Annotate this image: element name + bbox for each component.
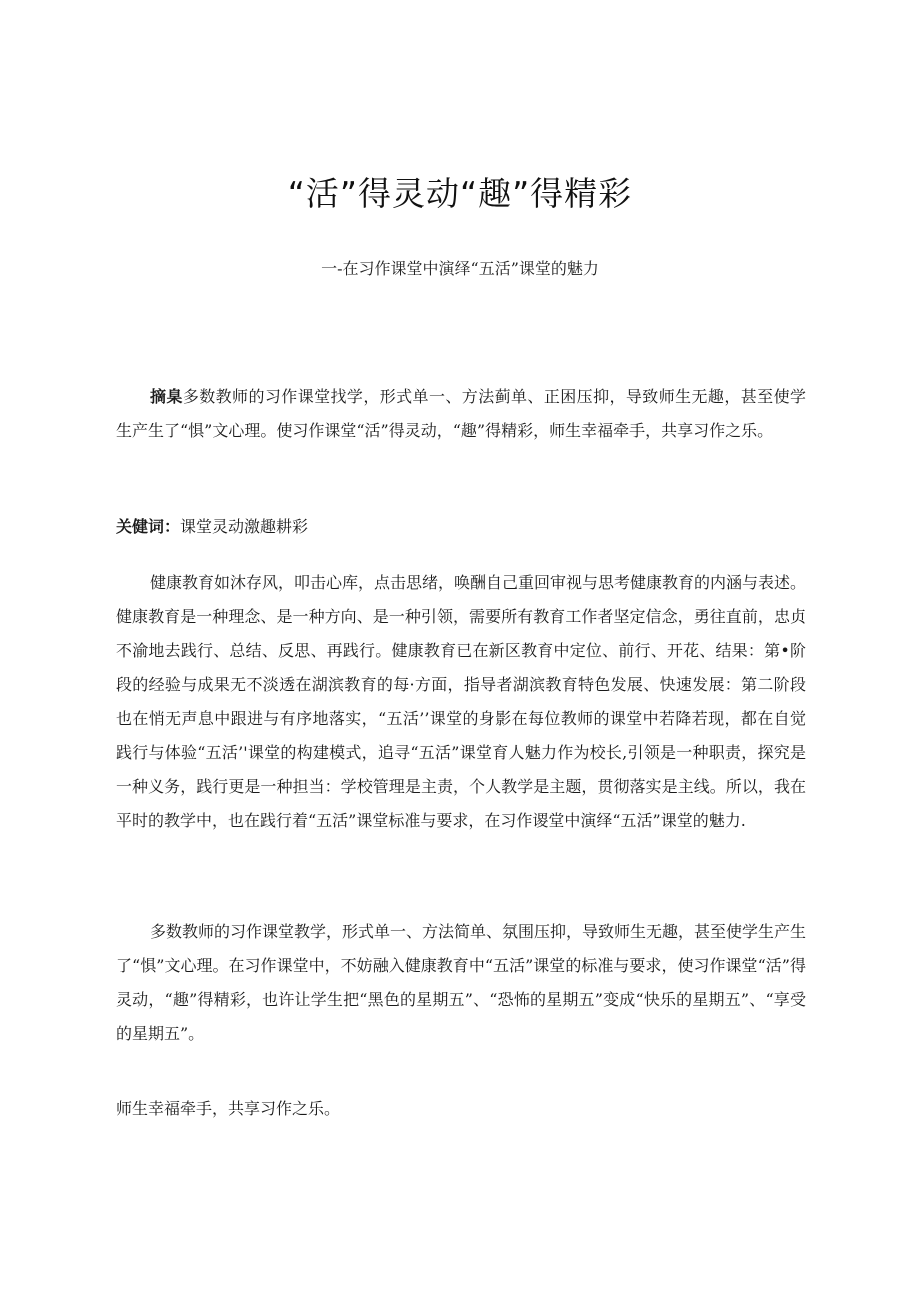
body-paragraph: 多数教师的习作课堂教学，形式单一、方法简单、氛围压抑，导致师生无趣，甚至使学生产生了“惧”文心理。在习作课堂中，不妨融入健康教育中“五活”课堂的标准与要求，使习作课堂“活”得灵动，“趣”得精彩，也许让学生把“黑色的星期五”、“恐怖的星期五”变成“快乐的星期五”、“享受的星期五”。 — [116, 922, 807, 1043]
body-paragraph: 健康教育如沐存风，叩击心库，点击思绪，唤酬自己重回审视与思考健康教育的内涵与表述。健康教育是一种理念、是一种方向、是一种引领，需要所有教育工作者坚定信念，勇往直前，忠贞不渝地去践行、总结、反思、再践行。健康教育已在新区教育中定位、前行、开花、结果：第•阶段的经验与成果无不淡透在湖滨教育的每·方面，指导者湖滨教育特色发展、快速发展：第二阶段也在悄无声息中跟进与有序地落实，“五活’’课堂的身影在每位教师的课堂中若降若现，都在自觉践行与体验“五活’'课堂的构建模式，追寻“五活”课堂育人魅力作为校长,引领是一种职责，探究是一种义务，践行更是一种担当：学校管理是主责，个人教学是主题，贯彻落实是主线。所以，我在平时的教学中，也在践行着“五活”课堂标准与要求，在习作谡堂中演绎“五活”课堂的魅力. — [116, 573, 807, 830]
keywords-line — [116, 510, 806, 544]
abstract-text: 多数教师的习作课堂找学，形式单一、方法蓟单、正困压抑，导致师生无趣，甚至使学生产生了“惧”文心理。使习作课堂“活”得灵动，“趣”得精彩，师生幸福牵手，共享习作之乐。 — [116, 387, 806, 440]
document-title: “活”得灵动“趣”得精彩 — [287, 174, 633, 213]
keywords-text: 课堂灵动激趣耕彩 — [180, 517, 309, 536]
abstract-paragraph — [116, 380, 806, 448]
abstract-label: 摘臬 — [150, 387, 183, 406]
keywords-label: 关健词： — [116, 517, 181, 536]
document-subtitle: 一-在习作课堂中演绎“五活”课堂的魅力 — [321, 259, 599, 278]
body-paragraph: 师生幸福牵手，共享习作之乐。 — [116, 1099, 341, 1118]
